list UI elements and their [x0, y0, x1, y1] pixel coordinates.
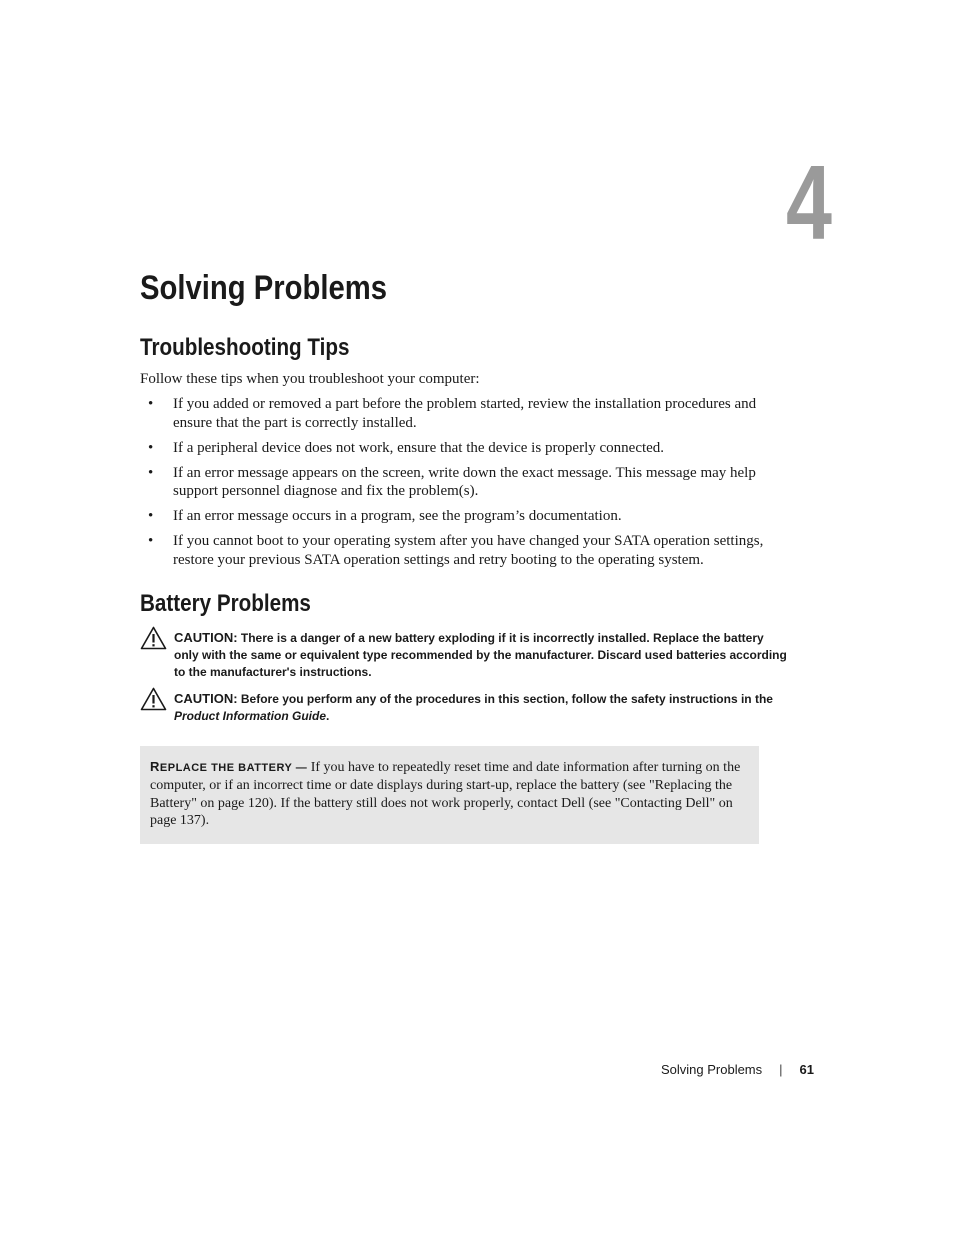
lead-rest: EPLACE THE BATTERY [159, 762, 293, 774]
caution-label: CAUTION: [174, 691, 238, 706]
tip-text: If an error message appears on the screen, write down the exact message. This message may help support personnel diagnose and fix the problem(s). [173, 464, 756, 499]
page-footer [661, 1062, 814, 1077]
tip-text: If a peripheral device does not work, ensure that the device is properly connected. [173, 439, 665, 456]
tips-list [140, 395, 790, 576]
caution-notice-1 [140, 629, 790, 681]
footer-separator: | [779, 1062, 783, 1077]
bullet: • [148, 464, 154, 481]
bullet: • [148, 396, 154, 412]
battery-heading: Battery Problems [140, 590, 311, 617]
chapter-title: Solving Problems [140, 269, 387, 307]
caution-text: Before you perform any of the procedures in this section, follow the safety instructions in the [240, 692, 773, 706]
bullet: • [148, 439, 154, 456]
replace-battery-text: If you have to repeatedly reset time and date information after turning on the computer, or if an incorrect time or date displays during start-up, replace the battery (see "Replacing the Battery" on page 120). If the battery still does not work properly, contact Dell (see "Contacting Dell" on page 137). [150, 760, 741, 828]
product-info-guide-reference: Product Information Guide [174, 709, 326, 723]
warning-triangle-icon [140, 687, 167, 711]
tip-text: If an error message occurs in a program, see the program’s documentation. [173, 508, 622, 524]
chapter-number: 4 [786, 144, 832, 262]
bullet: • [148, 533, 154, 549]
replace-battery-lead [150, 759, 308, 774]
tip-item [140, 464, 790, 501]
tip-item [140, 532, 790, 569]
caution-end: . [326, 709, 330, 723]
lead-initial: R [150, 759, 160, 774]
bullet: • [148, 508, 154, 524]
tip-item [140, 395, 790, 432]
warning-triangle-icon [140, 626, 167, 650]
lead-dash: — [295, 762, 308, 774]
tip-text: If you added or removed a part before the problem started, review the installation procedures and ensure that the part is correctly installed. [173, 396, 757, 431]
caution-text: There is a danger of a new battery exploding if it is incorrectly installed. Replace the battery only with the same or equivalent type recommended by the manufacturer. Discard used batteries according to the manufacturer's instructions. [174, 631, 787, 679]
caution-label: CAUTION: [174, 630, 238, 645]
footer-section: Solving Problems [660, 1062, 763, 1077]
replace-battery-box [140, 746, 759, 844]
troubleshooting-intro: Follow these tips when you troubleshoot your computer: [140, 371, 480, 387]
tip-text: If you cannot boot to your operating system after you have changed your SATA operation settings, restore your previous SATA operation settings and retry booting to the operating system. [173, 533, 764, 568]
caution-notice-2 [140, 690, 790, 725]
troubleshooting-heading: Troubleshooting Tips [140, 334, 350, 361]
tip-item [140, 439, 790, 458]
tip-item [140, 507, 790, 526]
page-number: 61 [799, 1062, 814, 1077]
